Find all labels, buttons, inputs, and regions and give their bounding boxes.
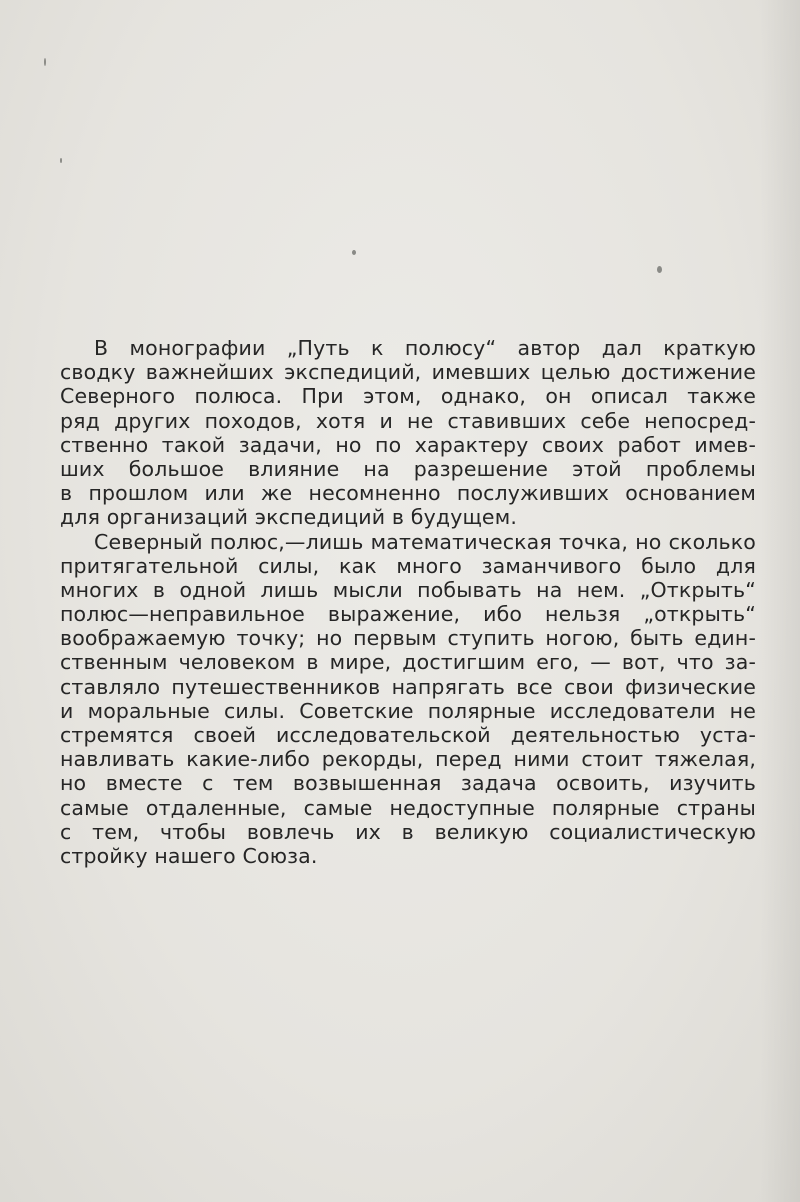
text-line: сводку важнейших экспедиций, имевших целью достижение	[60, 360, 756, 385]
text-line: ставляло путешественников напрягать все свои физические	[60, 674, 756, 699]
text-line: В монографии „Путь к полюсу“ автор дал краткую	[94, 336, 756, 360]
ink-speck	[44, 58, 46, 66]
text-line: Северный полюс,—лишь математическая точка, но сколько	[94, 529, 756, 554]
text-line: ственно такой задачи, но по характеру своих работ имев-	[60, 432, 756, 457]
text-line: самые отдаленные, самые недоступные полярные страны	[60, 795, 756, 820]
body-text	[60, 336, 756, 868]
paragraph-1	[60, 336, 756, 530]
text-line: и моральные силы. Советские полярные исследователи не	[60, 698, 756, 723]
text-line: многих в одной лишь мысли побывать на нем. „Открыть“	[60, 577, 756, 602]
text-line: ряд других походов, хотя и не ставивших себе непосред-	[60, 408, 756, 433]
text-line: навливать какие-либо рекорды, перед ними стоит тяжелая,	[60, 747, 756, 772]
text-line: Северного полюса. При этом, однако, он описал также	[60, 384, 756, 409]
ink-speck	[352, 250, 356, 255]
paragraph-2	[60, 530, 756, 869]
ink-speck	[657, 266, 662, 273]
text-line: притягательной силы, как много заманчивого было для	[60, 553, 756, 578]
text-line: полюс—неправильное выражение, ибо нельзя „открыть“	[60, 602, 756, 627]
ink-speck	[60, 158, 62, 163]
text-line: воображаемую точку; но первым ступить ногою, быть един-	[60, 626, 756, 651]
text-line: ственным человеком в мире, достигшим его, — вот, что за-	[60, 650, 756, 675]
text-line: стройку нашего Союза.	[60, 843, 318, 868]
text-line: стремятся своей исследовательской деятельностью уста-	[60, 723, 756, 747]
text-line: ших большое влияние на разрешение этой проблемы	[60, 456, 756, 481]
text-line: для организаций экспедиций в будущем.	[60, 505, 517, 530]
text-line: но вместе с тем возвышенная задача освоить, изучить	[60, 771, 756, 796]
text-line: с тем, чтобы вовлечь их в великую социалистическую	[60, 819, 756, 844]
text-line: в прошлом или же несомненно послуживших основанием	[60, 481, 756, 506]
